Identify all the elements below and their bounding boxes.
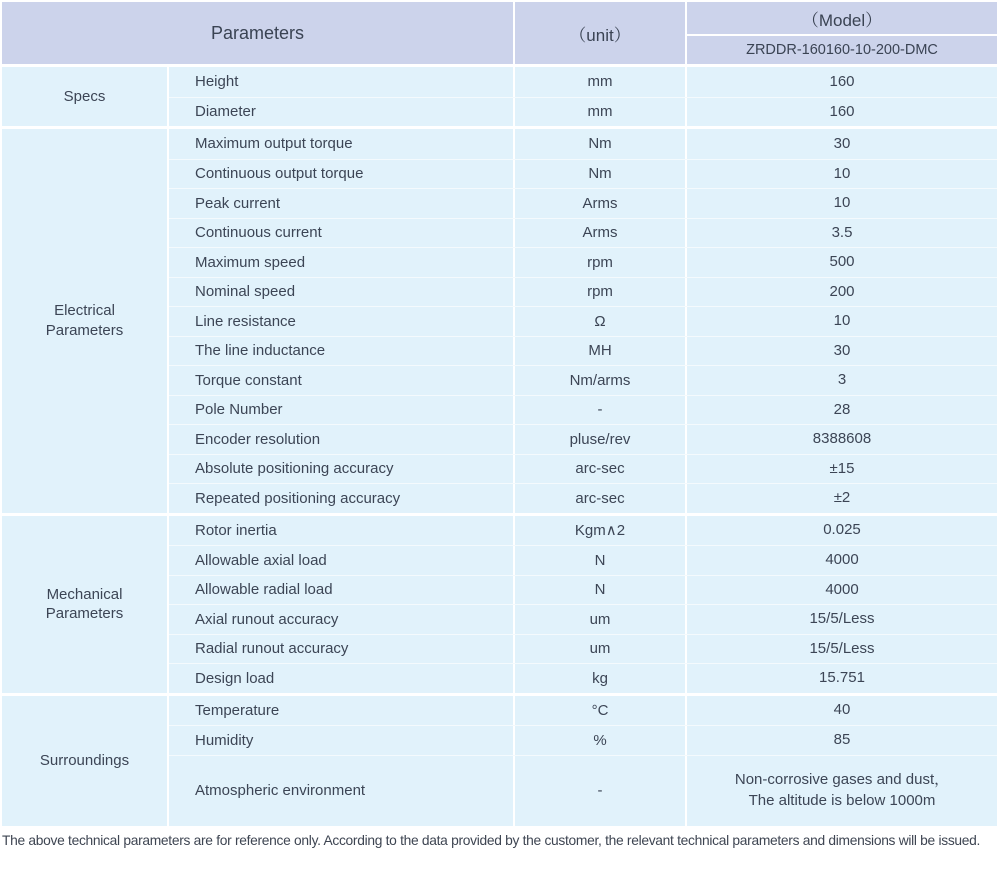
table-row (169, 129, 997, 159)
unit-cell: mm (515, 98, 685, 127)
unit-cell: Nm/arms (515, 366, 685, 395)
param-cell: Radial runout accuracy (169, 635, 513, 664)
unit-cell: um (515, 635, 685, 664)
value-cell: 10 (687, 160, 997, 189)
unit-cell: Ω (515, 307, 685, 336)
group-cell-electrical: Electrical Parameters (2, 129, 167, 513)
group-cell-mechanical: Mechanical Parameters (2, 516, 167, 693)
value-cell: 15/5/Less (687, 605, 997, 634)
param-cell: Height (169, 67, 513, 97)
section-rows (169, 516, 997, 693)
unit-cell: Nm (515, 160, 685, 189)
unit-cell: Arms (515, 189, 685, 218)
unit-cell: % (515, 726, 685, 755)
param-cell: Repeated positioning accuracy (169, 484, 513, 513)
table-row (169, 755, 997, 826)
table-row (169, 67, 997, 97)
footer-note: The above technical parameters are for reference only. According to the data provided by the customer, the relevant technical parameters and dimensions will be issued. (2, 832, 981, 848)
param-cell: Absolute positioning accuracy (169, 455, 513, 484)
table-row (169, 663, 997, 693)
unit-cell: pluse/rev (515, 425, 685, 454)
value-cell: 15/5/Less (687, 635, 997, 664)
unit-cell: - (515, 756, 685, 826)
spec-table (2, 2, 997, 826)
header-unit-cell: （unit） (515, 2, 685, 64)
param-cell: Encoder resolution (169, 425, 513, 454)
section-rows (169, 129, 997, 513)
section-surroundings (2, 696, 997, 826)
value-cell: 4000 (687, 576, 997, 605)
table-row (169, 725, 997, 755)
param-cell: Nominal speed (169, 278, 513, 307)
section-rows (169, 67, 997, 126)
value-cell: 30 (687, 129, 997, 159)
param-cell: Peak current (169, 189, 513, 218)
value-cell: 10 (687, 307, 997, 336)
param-cell: Design load (169, 664, 513, 693)
header-model-label: （Model） (687, 2, 997, 36)
value-cell: 85 (687, 726, 997, 755)
param-cell: Temperature (169, 696, 513, 726)
table-row (169, 97, 997, 127)
section-rows (169, 696, 997, 826)
header-model-value: ZRDDR-160160-10-200-DMC (746, 42, 938, 58)
value-cell: 160 (687, 67, 997, 97)
group-cell-specs: Specs (2, 67, 167, 126)
value-cell: Non-corrosive gases and dust， The altitude is below 1000m (687, 756, 997, 826)
unit-cell: arc-sec (515, 455, 685, 484)
unit-cell: N (515, 546, 685, 575)
section-mechanical (2, 516, 997, 693)
param-cell: Pole Number (169, 396, 513, 425)
table-row (169, 454, 997, 484)
unit-cell: Kgm∧2 (515, 516, 685, 546)
value-cell: 200 (687, 278, 997, 307)
value-cell: 3.5 (687, 219, 997, 248)
table-row (169, 516, 997, 546)
table-row (169, 395, 997, 425)
unit-cell: MH (515, 337, 685, 366)
table-header (2, 2, 997, 64)
param-cell: Humidity (169, 726, 513, 755)
param-cell: Continuous current (169, 219, 513, 248)
value-cell: 15.751 (687, 664, 997, 693)
value-cell: 160 (687, 98, 997, 127)
group-cell-surroundings: Surroundings (2, 696, 167, 826)
table-row (169, 336, 997, 366)
unit-cell: rpm (515, 248, 685, 277)
param-cell: Line resistance (169, 307, 513, 336)
value-cell: ±15 (687, 455, 997, 484)
unit-cell: N (515, 576, 685, 605)
header-model-cell (687, 2, 997, 64)
table-row (169, 483, 997, 513)
param-cell: Diameter (169, 98, 513, 127)
value-cell: 3 (687, 366, 997, 395)
unit-cell: rpm (515, 278, 685, 307)
table-row (169, 188, 997, 218)
param-cell: Allowable axial load (169, 546, 513, 575)
table-row (169, 306, 997, 336)
table-row (169, 575, 997, 605)
unit-cell: Arms (515, 219, 685, 248)
param-cell: Maximum speed (169, 248, 513, 277)
table-row (169, 365, 997, 395)
table-row (169, 247, 997, 277)
param-cell: Rotor inertia (169, 516, 513, 546)
table-row (169, 545, 997, 575)
unit-cell: kg (515, 664, 685, 693)
param-cell: Axial runout accuracy (169, 605, 513, 634)
value-cell: 500 (687, 248, 997, 277)
unit-cell: arc-sec (515, 484, 685, 513)
value-cell: ±2 (687, 484, 997, 513)
value-cell: 28 (687, 396, 997, 425)
unit-cell: mm (515, 67, 685, 97)
table-row (169, 424, 997, 454)
value-cell: 40 (687, 696, 997, 726)
table-row (169, 277, 997, 307)
param-cell: Continuous output torque (169, 160, 513, 189)
param-cell: Maximum output torque (169, 129, 513, 159)
table-row (169, 604, 997, 634)
value-cell: 4000 (687, 546, 997, 575)
param-cell: The line inductance (169, 337, 513, 366)
unit-cell: um (515, 605, 685, 634)
value-cell: 8388608 (687, 425, 997, 454)
value-cell: 30 (687, 337, 997, 366)
param-cell: Allowable radial load (169, 576, 513, 605)
value-cell: 10 (687, 189, 997, 218)
param-cell: Atmospheric environment (169, 756, 513, 826)
header-parameters-cell: Parameters (2, 2, 513, 64)
table-row (169, 696, 997, 726)
unit-cell: - (515, 396, 685, 425)
value-cell: 0.025 (687, 516, 997, 546)
section-electrical (2, 129, 997, 513)
table-row (169, 159, 997, 189)
section-specs (2, 67, 997, 126)
unit-cell: Nm (515, 129, 685, 159)
unit-cell: °C (515, 696, 685, 726)
table-row (169, 218, 997, 248)
table-row (169, 634, 997, 664)
param-cell: Torque constant (169, 366, 513, 395)
